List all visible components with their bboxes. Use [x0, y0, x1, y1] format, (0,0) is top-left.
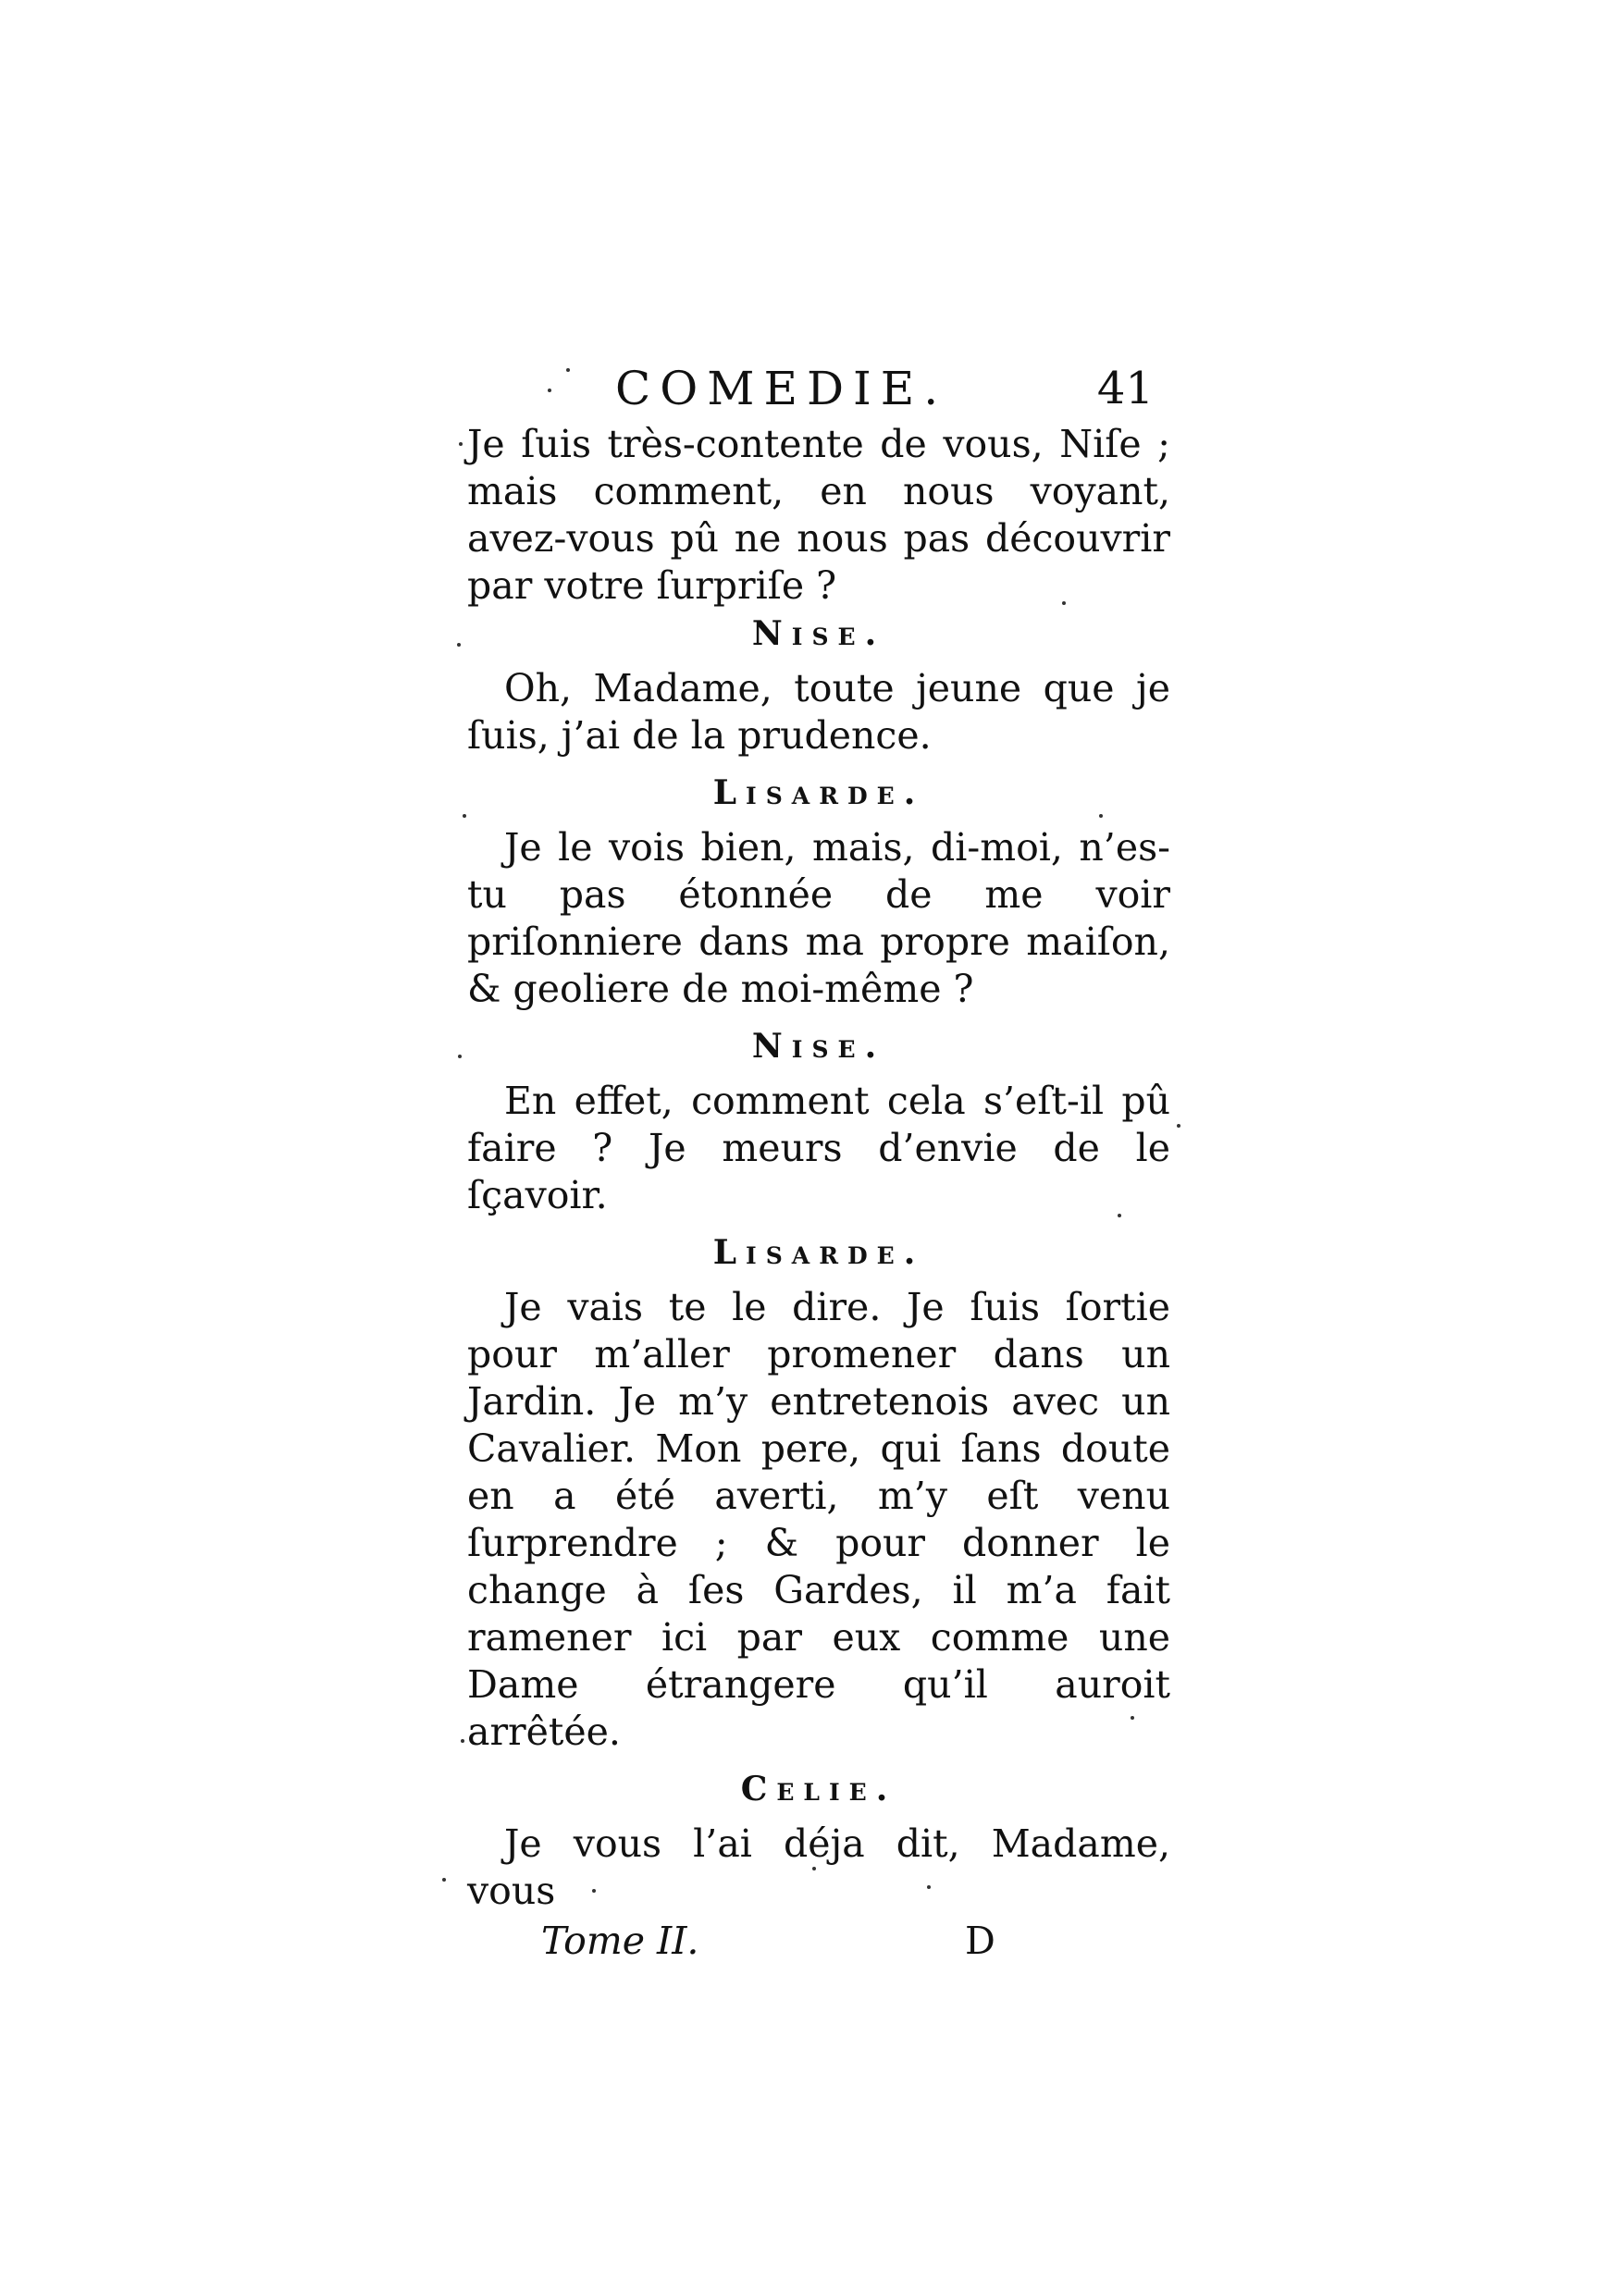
print-speck [459, 442, 463, 446]
print-speck [1062, 601, 1066, 605]
print-speck [457, 643, 461, 647]
print-speck [1131, 1716, 1134, 1720]
speech-paragraph: En effet, comment cela s’eſt-il pû faire ? Je meurs d’envie de le ſçavoir. [467, 1079, 1170, 1217]
print-speck [1118, 1214, 1121, 1217]
print-speck [461, 1739, 464, 1743]
speaker-name: Lisarde. [712, 1233, 925, 1272]
print-speck [548, 389, 551, 392]
print-speck [1177, 1124, 1180, 1128]
text-block [467, 356, 1170, 1970]
print-speck [812, 1867, 816, 1870]
page-footer [467, 1915, 1170, 1970]
speaker-name: Nise. [751, 614, 886, 653]
speech-paragraph: Oh, Madame, toute jeune que je ſuis, j’ai de la prudence. [467, 666, 1170, 758]
print-speck [458, 1055, 462, 1058]
running-title: COMEDIE. [615, 362, 948, 415]
speaker-name: Nise. [751, 1027, 886, 1066]
running-head [467, 356, 1170, 421]
print-speck [1099, 814, 1103, 818]
volume-label: Tome II. [541, 1919, 699, 1963]
signature-mark: D [965, 1919, 995, 1963]
print-speck [442, 1878, 446, 1882]
speaker-name: Celie. [740, 1770, 897, 1808]
print-speck [463, 814, 466, 818]
speech-paragraph: Je le vois bien, mais, di-moi, n’es-tu pas étonnée de me voir priſonniere dans ma propre maiſon, & geoliere de moi-même ? [467, 825, 1170, 1011]
print-speck [927, 1885, 931, 1889]
print-speck [592, 1889, 596, 1893]
speech-paragraph: Je vous l’ai déja dit, Madame, vous [467, 1821, 1170, 1913]
page-number: 41 [1096, 363, 1154, 414]
speech-paragraph: Je ſuis très-contente de vous, Niſe ; mais comment, en nous voyant, avez-vous pû ne nous pas découvrir par votre ſurpriſe ? [467, 422, 1170, 608]
speech-paragraph: Je vais te le dire. Je ſuis ſortie pour m’aller promener dans un Jardin. Je m’y entretenois avec un Cavalier. Mon pere, qui ſans doute en a été averti, m’y eſt venu ſurprendre ; & pour donner le change à ſes Gardes, il m’a fait ramener ici par eux comme une Dame étrangere qu’il auroit arrêtée. [467, 1285, 1170, 1754]
speaker-name: Lisarde. [712, 773, 925, 812]
print-speck [566, 368, 570, 372]
